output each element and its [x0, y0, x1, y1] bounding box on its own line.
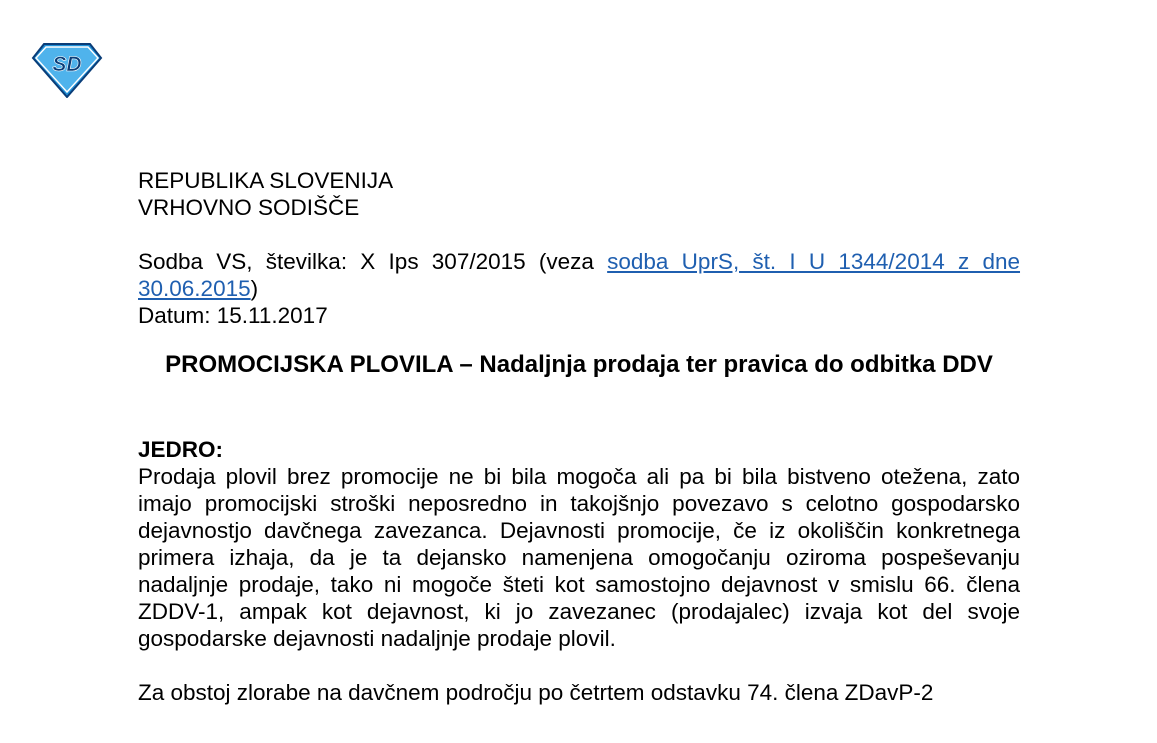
court-name: VRHOVNO SODIŠČE [138, 195, 360, 220]
document-title: PROMOCIJSKA PLOVILA – Nadaljnja prodaja ter pravica do odbitka DDV [165, 351, 993, 378]
logo [30, 40, 104, 98]
diamond-logo-icon [30, 40, 104, 98]
reference-suffix: ) [250, 276, 259, 301]
document-body [138, 167, 1020, 706]
case-reference [138, 248, 1020, 302]
decision-date: Datum: 15.11.2017 [138, 303, 328, 328]
section-heading: JEDRO: [138, 437, 224, 462]
summary-paragraph-2: Za obstoj zlorabe na davčnem področju po četrtem odstavku 74. člena ZDavP-2 [138, 680, 934, 705]
lower-court-judgment-link[interactable]: sodba UprS, št. I U 1344/2014 z dne 30.06.2015 [138, 249, 1021, 301]
logo-letters: SD [52, 53, 82, 76]
summary-paragraph-1: Prodaja plovil brez promocije ne bi bila mogoča ali pa bi bila bistveno otežena, zato imajo promocijski stroški neposredno in takojšnjo povezavo s celotno gospodarsko dejavnostjo davčnega zavezanca. Dejavnosti promocije, če iz okoliščin konkretnega primera izhaja, da je ta dejansko namenjena omogočanju oziroma pospeševanju nadaljnje prodaje, tako ni mogoče šteti kot samostojno dejavnost v smislu 66. člena ZDDV-1, ampak kot dejavnost, ki jo zavezanec (prodajalec) izvaja kot del svoje gospodarske dejavnosti nadaljnje prodaje plovil. [138, 464, 1020, 651]
country-name: REPUBLIKA SLOVENIJA [138, 168, 394, 193]
reference-prefix: Sodba VS, številka: X Ips 307/2015 (veza [138, 249, 608, 274]
